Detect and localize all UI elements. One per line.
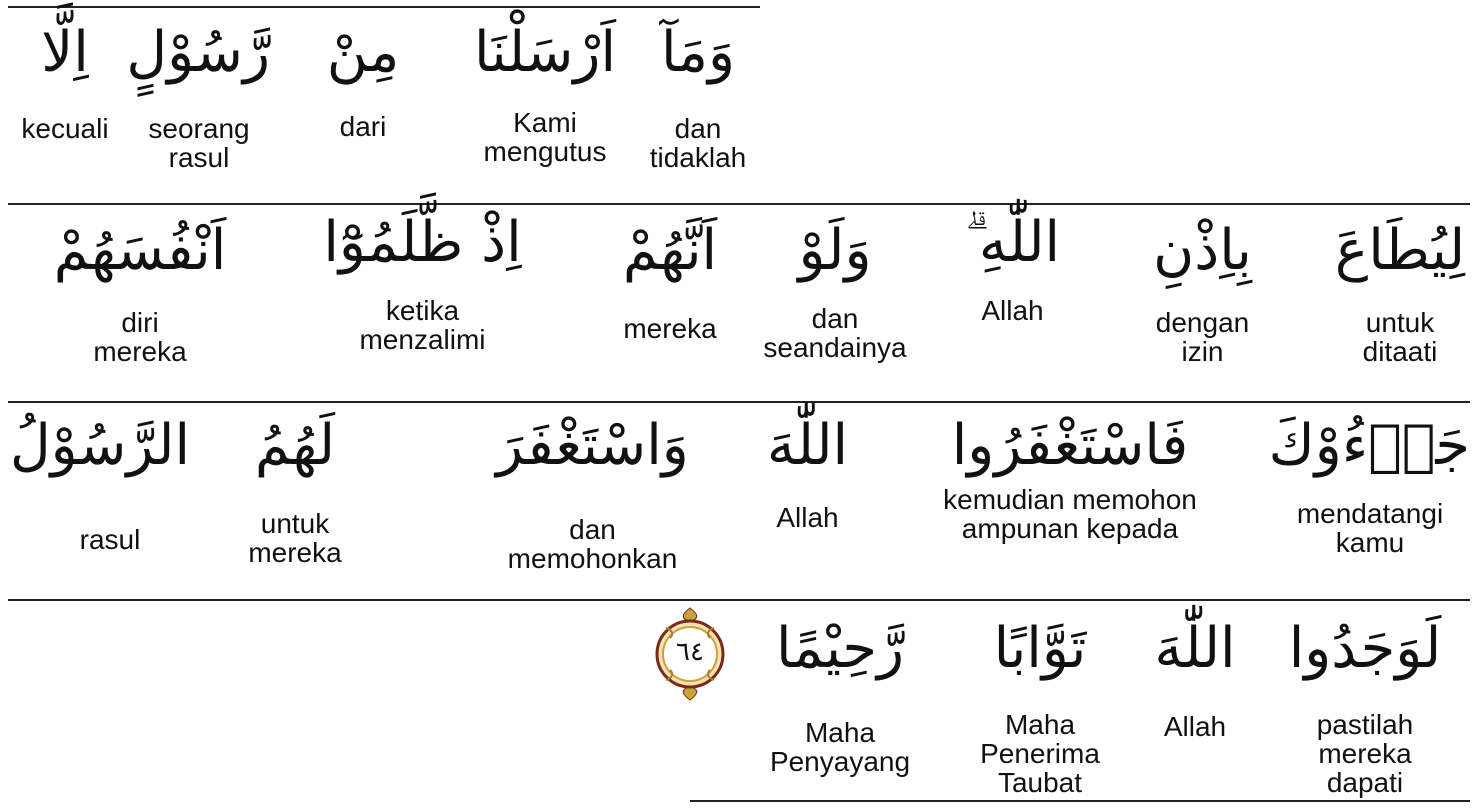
- divider-top: [8, 6, 760, 8]
- arabic-word: اَنْفُسَهُمْ: [53, 218, 227, 283]
- word-row1-3: [278, 22, 448, 141]
- verse-number-marker: [652, 606, 728, 702]
- word-row3-5: [215, 415, 375, 567]
- arabic-word: اللّٰهِ ۗ: [964, 210, 1061, 275]
- translation: rasul: [79, 523, 141, 555]
- arabic-word: وَلَوْ: [798, 218, 872, 283]
- word-row4-4: [750, 618, 930, 776]
- word-row3-2: [905, 415, 1235, 543]
- arabic-word: وَمَآ: [660, 20, 736, 85]
- word-row3-1: [1270, 415, 1470, 557]
- word-row2-4: [745, 220, 925, 362]
- arabic-word: لَوَجَدُوا: [1288, 616, 1442, 681]
- arabic-word: مِنْ: [326, 20, 400, 85]
- translation: untuk ditaati: [1362, 306, 1438, 367]
- translation: untuk mereka: [248, 507, 342, 568]
- arabic-word: بِاِذْنِ: [1153, 218, 1252, 283]
- word-row1-5: [6, 22, 124, 143]
- translation: Allah: [776, 501, 839, 533]
- arabic-word: اللّٰهَ: [1154, 616, 1236, 681]
- word-row4-1: [1265, 618, 1465, 797]
- translation: Allah: [981, 294, 1044, 326]
- arabic-word: فَاسْتَغْفَرُوا: [951, 413, 1189, 478]
- word-row3-4: [465, 415, 720, 573]
- translation: mendatangi kamu: [1296, 497, 1444, 558]
- word-row2-5: [580, 220, 760, 343]
- word-row1-2: [455, 22, 635, 166]
- translation: mereka: [623, 312, 717, 344]
- translation: dari: [339, 110, 387, 142]
- word-row2-1: [1330, 220, 1470, 366]
- divider-bottom: [690, 800, 1470, 802]
- word-row1-4: [128, 22, 270, 172]
- word-row3-6: [9, 413, 190, 555]
- translation: dan seandainya: [763, 302, 907, 363]
- word-row3-3: [745, 415, 870, 532]
- verse-number: ٦٤: [676, 637, 704, 667]
- translation: Kami mengutus: [483, 106, 607, 167]
- translation: dengan izin: [1155, 306, 1250, 367]
- translation: dan memohonkan: [507, 513, 678, 574]
- translation: Maha Penerima Taubat: [980, 708, 1100, 798]
- arabic-word: اَرْسَلْنَا: [473, 20, 617, 85]
- translation: Maha Penyayang: [769, 716, 911, 777]
- arabic-word: اللّٰهَ: [766, 413, 849, 478]
- word-row2-7: [20, 220, 260, 366]
- translation: ketika menzalimi: [359, 294, 486, 355]
- word-row4-3: [955, 618, 1125, 797]
- divider-row-2: [8, 401, 1470, 403]
- word-row2-2: [1090, 220, 1315, 366]
- arabic-word: لَهُمُ: [254, 413, 336, 478]
- translation: diri mereka: [93, 306, 187, 367]
- word-row2-6: [310, 212, 535, 354]
- word-row2-3: [945, 212, 1080, 325]
- word-row4-2: [1135, 618, 1255, 741]
- arabic-word: اِذْ ظَّلَمُوْٓا: [323, 210, 522, 275]
- arabic-word: اِلَّا: [41, 20, 89, 85]
- arabic-word: رَّحِيْمًا: [776, 616, 904, 681]
- arabic-word: وَاسْتَغْفَرَ: [496, 413, 689, 478]
- translation: seorang rasul: [148, 112, 250, 173]
- word-row1-1: [628, 22, 768, 172]
- arabic-word: اَنَّهُمْ: [622, 218, 718, 283]
- divider-row-3: [8, 599, 1470, 601]
- translation: dan tidaklah: [649, 112, 747, 173]
- translation: Allah: [1163, 710, 1227, 742]
- arabic-word: رَّسُوْلٍ: [126, 20, 270, 85]
- translation: pastilah mereka dapati: [1316, 708, 1414, 798]
- translation: kecuali: [21, 112, 109, 144]
- arabic-word: جَاۤءُوْكَ: [1268, 413, 1470, 478]
- arabic-word: الرَّسُوْلُ: [9, 413, 190, 478]
- divider-row-1: [8, 203, 1470, 205]
- arabic-word: تَوَّابًا: [993, 616, 1087, 681]
- arabic-word: لِيُطَاعَ: [1334, 218, 1466, 283]
- translation: kemudian memohon ampunan kepada: [943, 483, 1197, 544]
